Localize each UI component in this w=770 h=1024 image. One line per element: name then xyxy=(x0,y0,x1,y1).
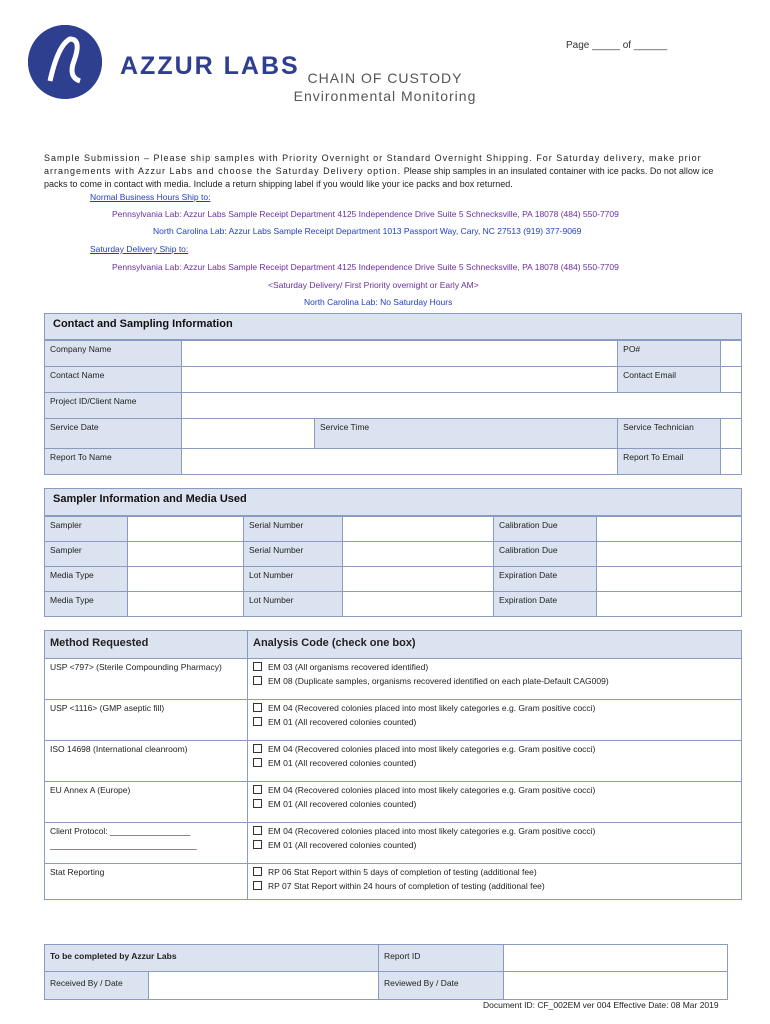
calibration-field[interactable] xyxy=(597,542,742,567)
lab-use-table xyxy=(44,944,728,1000)
logo-text: AZZUR LABS xyxy=(120,52,300,80)
codes-client-protocol: EM 04 (Recovered colonies placed into most likely categories e.g. Gram positive cocci) EM 01 (All recovered colonies counted) xyxy=(248,823,742,864)
calibration-label: Calibration Due xyxy=(494,517,597,542)
media-type-label: Media Type xyxy=(45,567,128,592)
po-field[interactable] xyxy=(721,341,742,367)
document-title: CHAIN OF CUSTODY xyxy=(307,70,463,86)
expiration-label: Expiration Date xyxy=(494,567,597,592)
checkbox-icon[interactable] xyxy=(253,826,262,835)
report-to-label: Report To Name xyxy=(45,449,182,475)
received-row xyxy=(45,972,379,1000)
document-id-footer: Document ID: CF_002EM ver 004 Effective Date: 08 Mar 2019 xyxy=(483,1000,719,1010)
method-stat-reporting: Stat Reporting xyxy=(45,864,248,900)
received-field[interactable] xyxy=(149,972,378,999)
saturday-heading: Saturday Delivery Ship to: xyxy=(90,244,189,254)
shipping-instructions xyxy=(44,152,734,191)
contact-heading: Contact and Sampling Information xyxy=(44,313,742,340)
lot-field[interactable] xyxy=(343,592,494,617)
reviewed-field[interactable] xyxy=(504,972,728,1000)
intro-text-2: Please ship samples in an insulated container with ice packs. Do not allow ice packs to come in contact with media. Include a return shipping label if you would like your ice packs and box returned. xyxy=(44,166,714,189)
report-id-field[interactable] xyxy=(504,945,728,972)
service-date-label: Service Date xyxy=(45,419,182,449)
report-to-field[interactable] xyxy=(182,449,618,475)
checkbox-icon[interactable] xyxy=(253,785,262,794)
expiration-field[interactable] xyxy=(597,592,742,617)
page-number-line[interactable]: Page _____ of ______ xyxy=(566,40,668,51)
serial-label: Serial Number xyxy=(244,542,343,567)
report-id-label: Report ID xyxy=(379,945,504,972)
codes-iso14698: EM 04 (Recovered colonies placed into most likely categories e.g. Gram positive cocci) EM 01 (All recovered colonies counted) xyxy=(248,741,742,782)
service-tech-field[interactable] xyxy=(721,419,742,449)
codes-stat-reporting: RP 06 Stat Report within 5 days of completion of testing (additional fee) RP 07 Stat Report within 24 hours of completion of testing (additional fee) xyxy=(248,864,742,900)
sampler-field[interactable] xyxy=(128,542,244,567)
checkbox-icon[interactable] xyxy=(253,799,262,808)
saturday-note: <Saturday Delivery/ First Priority overnight or Early AM> xyxy=(268,280,479,290)
codes-usp1116: EM 04 (Recovered colonies placed into most likely categories e.g. Gram positive cocci) EM 01 (All recovered colonies counted) xyxy=(248,700,742,741)
received-label: Received By / Date xyxy=(45,972,149,999)
checkbox-icon[interactable] xyxy=(253,867,262,876)
company-name-field[interactable] xyxy=(182,341,618,367)
checkbox-icon[interactable] xyxy=(253,676,262,685)
sampler-field[interactable] xyxy=(128,517,244,542)
method-client-protocol[interactable]: Client Protocol: _________________ _______________________________ xyxy=(45,823,248,864)
saturday-pa-address: Pennsylvania Lab: Azzur Labs Sample Receipt Department 4125 Independence Drive Suite 5 Schnecksville, PA 18078 (484) 550-7709 xyxy=(112,262,619,272)
service-time-label: Service Time xyxy=(315,419,618,449)
normal-pa-address: Pennsylvania Lab: Azzur Labs Sample Receipt Department 4125 Independence Drive Suite 5 Schnecksville, PA 18078 (484) 550-7709 xyxy=(112,209,619,219)
sampler-section xyxy=(44,488,742,617)
contact-table xyxy=(44,340,742,475)
sampler-table xyxy=(44,516,742,617)
serial-label: Serial Number xyxy=(244,517,343,542)
calibration-field[interactable] xyxy=(597,517,742,542)
checkbox-icon[interactable] xyxy=(253,881,262,890)
checkbox-icon[interactable] xyxy=(253,758,262,767)
normal-nc-address: North Carolina Lab: Azzur Labs Sample Receipt Department 1013 Passport Way, Cary, NC 27513 (919) 377-9069 xyxy=(153,226,582,236)
media-type-label: Media Type xyxy=(45,592,128,617)
contact-email-label: Contact Email xyxy=(618,367,721,393)
checkbox-icon[interactable] xyxy=(253,703,262,712)
report-email-field[interactable] xyxy=(721,449,742,475)
lot-label: Lot Number xyxy=(244,592,343,617)
company-name-label: Company Name xyxy=(45,341,182,367)
contact-section xyxy=(44,313,742,475)
contact-name-label: Contact Name xyxy=(45,367,182,393)
serial-field[interactable] xyxy=(343,542,494,567)
document-subtitle: Environmental Monitoring xyxy=(293,88,477,104)
intro-text-1: Sample Submission – Please ship samples with Priority Overnight or Standard Overnight Shipping. For Saturday delivery, make prior arrangements with Azzur Labs and choose the Saturday Delivery option. xyxy=(44,153,702,176)
serial-field[interactable] xyxy=(343,517,494,542)
method-table xyxy=(44,630,742,900)
expiration-field[interactable] xyxy=(597,567,742,592)
media-type-field[interactable] xyxy=(128,592,244,617)
method-usp1116: USP <1116> (GMP aseptic fill) xyxy=(45,700,248,741)
project-field[interactable] xyxy=(182,393,742,419)
calibration-label: Calibration Due xyxy=(494,542,597,567)
saturday-nc-note: North Carolina Lab: No Saturday Hours xyxy=(304,297,453,307)
lot-label: Lot Number xyxy=(244,567,343,592)
expiration-label: Expiration Date xyxy=(494,592,597,617)
lab-use-heading: To be completed by Azzur Labs xyxy=(45,945,379,972)
checkbox-icon[interactable] xyxy=(253,744,262,753)
method-eu-annex: EU Annex A (Europe) xyxy=(45,782,248,823)
sampler-label: Sampler xyxy=(45,517,128,542)
contact-email-field[interactable] xyxy=(721,367,742,393)
method-iso14698: ISO 14698 (International cleanroom) xyxy=(45,741,248,782)
media-type-field[interactable] xyxy=(128,567,244,592)
service-tech-label: Service Technician xyxy=(618,419,721,449)
method-heading: Method Requested xyxy=(45,631,248,659)
codes-eu-annex: EM 04 (Recovered colonies placed into most likely categories e.g. Gram positive cocci) EM 01 (All recovered colonies counted) xyxy=(248,782,742,823)
checkbox-icon[interactable] xyxy=(253,717,262,726)
sampler-heading: Sampler Information and Media Used xyxy=(44,488,742,516)
codes-usp797: EM 03 (All organisms recovered identified) EM 08 (Duplicate samples, organisms recovered identified on each plate-Default CAG009) xyxy=(248,659,742,700)
sampler-label: Sampler xyxy=(45,542,128,567)
method-usp797: USP <797> (Sterile Compounding Pharmacy) xyxy=(45,659,248,700)
contact-name-field[interactable] xyxy=(182,367,618,393)
analysis-code-heading: Analysis Code (check one box) xyxy=(248,631,742,659)
lot-field[interactable] xyxy=(343,567,494,592)
normal-hours-heading: Normal Business Hours Ship to: xyxy=(90,192,211,202)
checkbox-icon[interactable] xyxy=(253,840,262,849)
reviewed-label: Reviewed By / Date xyxy=(379,972,504,1000)
checkbox-icon[interactable] xyxy=(253,662,262,671)
report-email-label: Report To Email xyxy=(618,449,721,475)
project-label: Project ID/Client Name xyxy=(45,393,182,419)
po-label: PO# xyxy=(618,341,721,367)
service-date-field[interactable] xyxy=(182,419,315,449)
